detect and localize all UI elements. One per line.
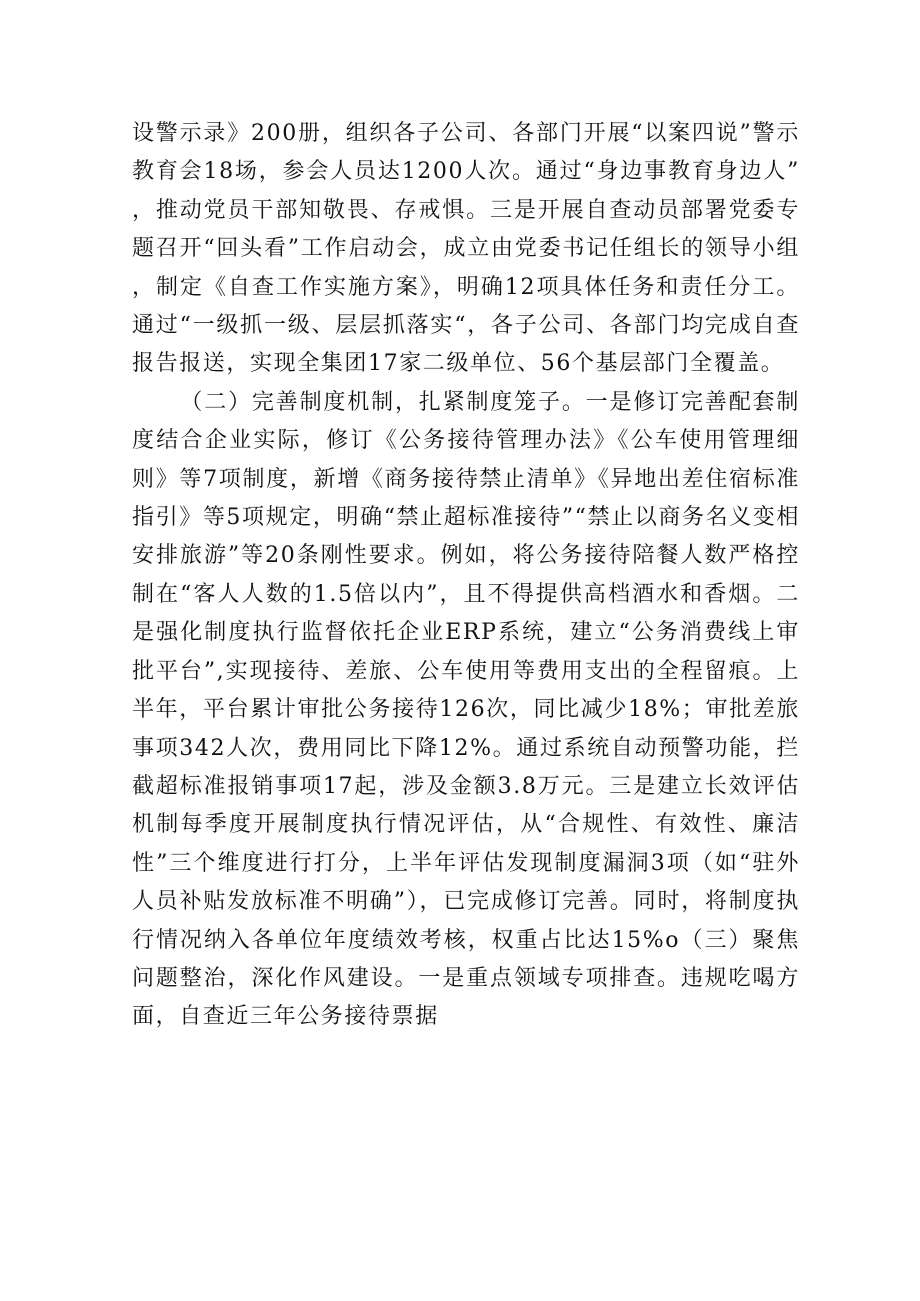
paragraph-system-mechanism: （二）完善制度机制，扎紧制度笼子。一是修订完善配套制度结合企业实际，修订《公务接待管理办法》《公车使用管理细则》等7项制度，新增《商务接待禁止清单》《异地出差住宿标准指引》等5项规定，明确“禁止超标准接待”“禁止以商务名义变相安排旅游”等20条刚性要求。例如，将公务接待陪餐人数严格控制在“客人人数的1.5倍以内”，且不得提供高档酒水和香烟。二是强化制度执行监督依托企业ERP系统，建立“公务消费线上审批平台”,实现接待、差旅、公车使用等费用支出的全程留痕。上半年，平台累计审批公务接待126次，同比减少18%；审批差旅事项342人次，费用同比下降12%。通过系统自动预警功能，拦截超标准报销事项17起，涉及金额3.8万元。三是建立长效评估机制每季度开展制度执行情况评估，从“合规性、有效性、廉洁性”三个维度进行打分，上半年评估发现制度漏洞3项（如“驻外人员补贴发放标准不明确”），已完成修订完善。同时，将制度执行情况纳入各单位年度绩效考核，权重占比达15%o（三）聚焦问题整治，深化作风建设。一是重点领域专项排查。违规吃喝方面，自查近三年公务接待票据 — [132, 389, 800, 1030]
paragraph-warning-education: 设警示录》200册，组织各子公司、各部门开展“以案四说”警示教育会18场，参会人员达1200人次。通过“身边事教育身边人”，推动党员干部知敬畏、存戒惧。三是开展自查动员部署党委专题召开“回头看”工作启动会，成立由党委书记任组长的领导小组，制定《自查工作实施方案》，明确12项具体任务和责任分工。通过“一级抓一级、层层抓落实“，各子公司、各部门均完成自查报告报送，实现全集团17家二级单位、56个基层部门全覆盖。 — [132, 121, 800, 377]
body-text — [132, 115, 800, 1037]
